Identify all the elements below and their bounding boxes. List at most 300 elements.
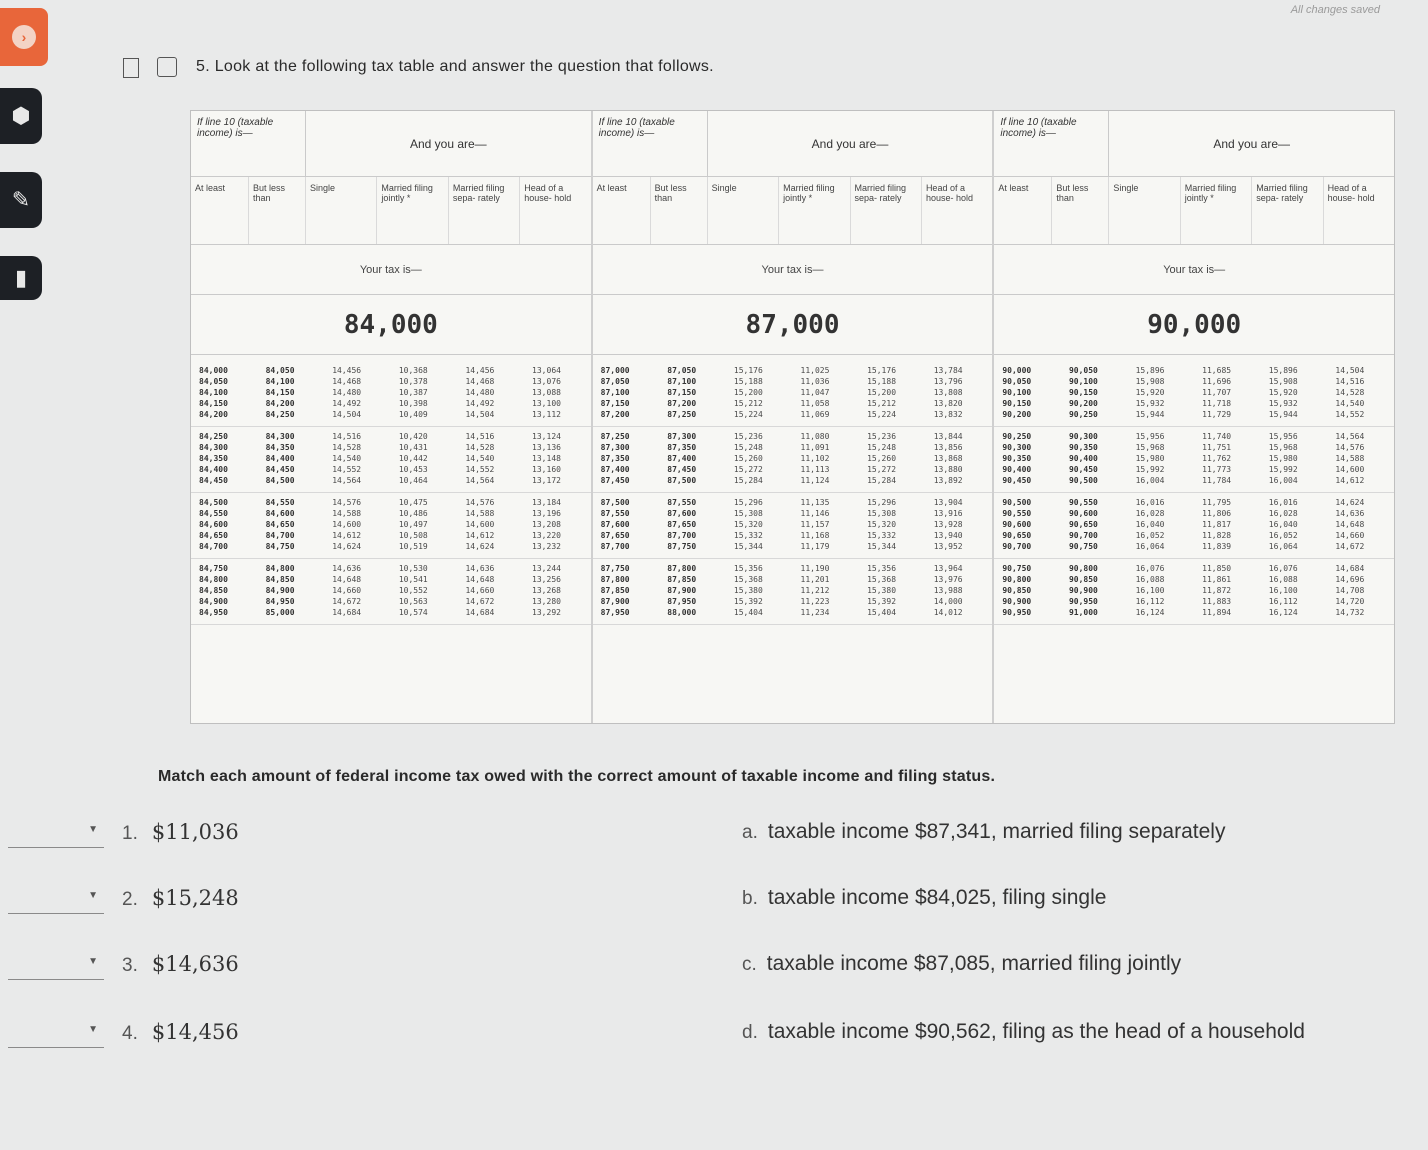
block-rows bbox=[191, 355, 591, 723]
table-cell: 87,850 bbox=[667, 575, 697, 584]
table-cell: 87,100 bbox=[600, 388, 630, 397]
table-row bbox=[994, 376, 1394, 387]
table-cell: 10,398 bbox=[398, 399, 428, 408]
row-group bbox=[191, 493, 591, 559]
table-cell: 11,157 bbox=[800, 520, 830, 529]
table-cell: 84,850 bbox=[199, 586, 228, 595]
table-cell: 13,148 bbox=[532, 454, 561, 463]
table-cell: 13,280 bbox=[532, 597, 561, 606]
table-cell: 11,883 bbox=[1202, 597, 1232, 606]
table-cell: 15,296 bbox=[867, 498, 897, 507]
table-cell: 87,700 bbox=[667, 531, 697, 540]
table-cell: 14,516 bbox=[332, 432, 362, 441]
table-row bbox=[593, 530, 993, 541]
table-cell: 14,612 bbox=[1335, 476, 1365, 485]
table-row bbox=[191, 530, 591, 541]
col-but-less: But less than bbox=[1052, 177, 1109, 244]
table-cell: 87,850 bbox=[600, 586, 630, 595]
table-cell: 14,648 bbox=[332, 575, 362, 584]
table-cell: 15,392 bbox=[733, 597, 763, 606]
table-cell: 11,025 bbox=[800, 366, 830, 375]
table-cell: 14,648 bbox=[465, 575, 495, 584]
table-cell: 11,817 bbox=[1202, 520, 1232, 529]
table-row bbox=[191, 453, 591, 464]
table-cell: 90,600 bbox=[1068, 509, 1098, 518]
table-cell: 87,350 bbox=[667, 443, 697, 452]
table-cell: 87,900 bbox=[600, 597, 630, 606]
table-cell: 13,208 bbox=[532, 520, 561, 529]
row-group bbox=[994, 361, 1394, 427]
table-cell: 15,404 bbox=[733, 608, 763, 617]
table-cell: 13,856 bbox=[933, 443, 963, 452]
instruction: Match each amount of federal income tax owed with the correct amount of taxable income and filing status. bbox=[158, 768, 996, 785]
cube-tool-button[interactable] bbox=[0, 88, 42, 144]
table-cell: 90,750 bbox=[1002, 564, 1032, 573]
table-cell: 14,504 bbox=[332, 410, 362, 419]
table-cell: 84,700 bbox=[199, 542, 228, 551]
table-cell: 14,576 bbox=[465, 498, 495, 507]
table-cell: 84,500 bbox=[199, 498, 228, 507]
table-cell: 10,387 bbox=[398, 388, 428, 397]
table-cell: 13,880 bbox=[933, 465, 963, 474]
col-hoh: Head of a house- hold bbox=[925, 183, 973, 203]
table-row bbox=[593, 453, 993, 464]
table-cell: 14,612 bbox=[332, 531, 362, 540]
table-cell: 90,050 bbox=[1002, 377, 1032, 386]
table-cell: 87,600 bbox=[667, 509, 697, 518]
table-cell: 87,800 bbox=[667, 564, 697, 573]
table-cell: 14,624 bbox=[1335, 498, 1365, 507]
col-single: Single bbox=[1109, 177, 1180, 244]
table-cell: 13,196 bbox=[532, 509, 561, 518]
table-cell: 13,292 bbox=[532, 608, 561, 617]
table-cell: 11,894 bbox=[1202, 608, 1232, 617]
table-cell: 84,250 bbox=[265, 410, 295, 419]
table-cell: 13,904 bbox=[933, 498, 963, 507]
table-row bbox=[994, 431, 1394, 442]
tax-table-block bbox=[994, 111, 1394, 723]
header-right: And you are— bbox=[1213, 136, 1291, 151]
answer-select-3[interactable] bbox=[8, 948, 104, 980]
col-hoh: Head of a house- hold bbox=[524, 183, 572, 203]
table-cell: 16,028 bbox=[1135, 509, 1165, 518]
table-cell: 87,500 bbox=[667, 476, 697, 485]
table-cell: 15,188 bbox=[867, 377, 897, 386]
table-cell: 14,552 bbox=[465, 465, 495, 474]
table-cell: 90,350 bbox=[1002, 454, 1032, 463]
table-cell: 10,574 bbox=[398, 608, 428, 617]
table-row bbox=[593, 574, 993, 585]
table-cell: 84,700 bbox=[265, 531, 295, 540]
table-cell: 90,300 bbox=[1068, 432, 1098, 441]
table-cell: 14,684 bbox=[332, 608, 362, 617]
table-cell: 13,892 bbox=[933, 476, 963, 485]
block-heading: 90,000 bbox=[994, 295, 1394, 355]
table-cell: 90,450 bbox=[1068, 465, 1098, 474]
table-cell: 90,800 bbox=[1068, 564, 1098, 573]
table-cell: 14,588 bbox=[465, 509, 495, 518]
table-cell: 14,468 bbox=[465, 377, 495, 386]
table-cell: 87,500 bbox=[600, 498, 630, 507]
col-mfj: Married filing jointly * bbox=[377, 177, 448, 244]
table-cell: 11,069 bbox=[800, 410, 830, 419]
table-cell: 84,150 bbox=[265, 388, 295, 397]
table-cell: 90,750 bbox=[1068, 542, 1098, 551]
chevron-down-icon: ▼ bbox=[88, 1024, 98, 1035]
table-cell: 90,850 bbox=[1002, 586, 1032, 595]
table-cell: 15,956 bbox=[1135, 432, 1165, 441]
pencil-tool-button[interactable] bbox=[0, 172, 42, 228]
table-cell: 10,519 bbox=[398, 542, 428, 551]
table-cell: 14,660 bbox=[465, 586, 495, 595]
question-title: 5. Look at the following tax table and answer the question that follows. bbox=[196, 58, 714, 75]
definition-d: d. taxable income $90,562, filing as the head of a household bbox=[742, 1020, 1305, 1043]
table-row bbox=[593, 497, 993, 508]
table-cell: 90,100 bbox=[1068, 377, 1098, 386]
table-row bbox=[994, 398, 1394, 409]
table-cell: 10,508 bbox=[398, 531, 428, 540]
table-cell: 87,350 bbox=[600, 454, 630, 463]
table-cell: 11,718 bbox=[1202, 399, 1232, 408]
table-cell: 16,040 bbox=[1135, 520, 1165, 529]
table-cell: 14,672 bbox=[1335, 542, 1365, 551]
row-group bbox=[593, 361, 993, 427]
table-cell: 14,672 bbox=[465, 597, 495, 606]
table-cell: 90,500 bbox=[1002, 498, 1032, 507]
col-at-least: At least bbox=[191, 177, 249, 244]
table-row bbox=[593, 376, 993, 387]
table-cell: 84,350 bbox=[199, 454, 228, 463]
table-cell: 13,076 bbox=[532, 377, 561, 386]
table-cell: 87,250 bbox=[600, 432, 630, 441]
table-cell: 14,516 bbox=[1335, 377, 1365, 386]
table-cell: 11,696 bbox=[1202, 377, 1232, 386]
definition-c: c. taxable income $87,085, married filing jointly bbox=[742, 952, 1182, 975]
table-row bbox=[593, 398, 993, 409]
table-cell: 11,113 bbox=[800, 465, 830, 474]
table-cell: 15,200 bbox=[733, 388, 763, 397]
table-cell: 87,100 bbox=[667, 377, 697, 386]
table-cell: 87,950 bbox=[600, 608, 630, 617]
chevron-down-icon: ▼ bbox=[88, 890, 98, 901]
table-cell: 13,868 bbox=[933, 454, 963, 463]
table-cell: 10,464 bbox=[398, 476, 428, 485]
table-cell: 14,492 bbox=[465, 399, 495, 408]
table-cell: 14,684 bbox=[465, 608, 495, 617]
table-cell: 10,378 bbox=[398, 377, 428, 386]
table-cell: 10,497 bbox=[398, 520, 428, 529]
table-cell: 10,530 bbox=[398, 564, 428, 573]
table-cell: 90,900 bbox=[1002, 597, 1032, 606]
table-cell: 90,150 bbox=[1068, 388, 1098, 397]
table-cell: 87,300 bbox=[667, 432, 697, 441]
table-cell: 11,762 bbox=[1202, 454, 1232, 463]
table-cell: 84,450 bbox=[265, 465, 295, 474]
table-cell: 14,540 bbox=[1335, 399, 1365, 408]
table-cell: 84,850 bbox=[265, 575, 295, 584]
table-row bbox=[191, 409, 591, 420]
table-cell: 14,540 bbox=[465, 454, 495, 463]
table-cell: 14,528 bbox=[332, 443, 362, 452]
table-cell: 11,146 bbox=[800, 509, 830, 518]
table-row bbox=[191, 563, 591, 574]
table-cell: 14,504 bbox=[465, 410, 495, 419]
table-cell: 11,795 bbox=[1202, 498, 1232, 507]
table-cell: 84,800 bbox=[199, 575, 228, 584]
table-cell: 90,650 bbox=[1002, 531, 1032, 540]
table-cell: 87,700 bbox=[600, 542, 630, 551]
answer-select-1[interactable] bbox=[8, 816, 104, 848]
table-cell: 15,356 bbox=[733, 564, 763, 573]
table-cell: 87,550 bbox=[600, 509, 630, 518]
table-cell: 13,112 bbox=[532, 410, 561, 419]
table-row bbox=[994, 409, 1394, 420]
table-cell: 11,234 bbox=[800, 608, 830, 617]
table-cell: 90,500 bbox=[1068, 476, 1098, 485]
table-cell: 84,600 bbox=[265, 509, 295, 518]
block-rows bbox=[593, 355, 993, 723]
table-row bbox=[191, 508, 591, 519]
table-cell: 16,100 bbox=[1135, 586, 1165, 595]
table-cell: 90,800 bbox=[1002, 575, 1032, 584]
table-cell: 14,540 bbox=[332, 454, 362, 463]
table-cell: 14,732 bbox=[1335, 608, 1365, 617]
table-cell: 14,720 bbox=[1335, 597, 1365, 606]
table-row bbox=[994, 387, 1394, 398]
table-cell: 15,932 bbox=[1268, 399, 1298, 408]
flag-icon[interactable] bbox=[157, 57, 177, 77]
table-cell: 14,648 bbox=[1335, 520, 1365, 529]
header-left: If line 10 (taxable income) is— bbox=[593, 111, 708, 176]
table-cell: 15,212 bbox=[733, 399, 763, 408]
table-cell: 87,650 bbox=[600, 531, 630, 540]
table-row bbox=[994, 365, 1394, 376]
table-cell: 84,050 bbox=[199, 377, 228, 386]
bookmark-icon[interactable] bbox=[123, 58, 139, 78]
table-cell: 10,431 bbox=[398, 443, 428, 452]
table-cell: 16,064 bbox=[1268, 542, 1298, 551]
table-cell: 13,220 bbox=[532, 531, 561, 540]
table-cell: 14,504 bbox=[1335, 366, 1365, 375]
table-cell: 11,850 bbox=[1202, 564, 1232, 573]
table-cell: 87,200 bbox=[600, 410, 630, 419]
table-cell: 87,150 bbox=[667, 388, 697, 397]
term-1: 1. $11,036 bbox=[122, 820, 239, 844]
table-row bbox=[593, 585, 993, 596]
table-row bbox=[994, 475, 1394, 486]
table-cell: 84,000 bbox=[199, 366, 228, 375]
table-cell: 15,248 bbox=[867, 443, 897, 452]
table-row bbox=[994, 596, 1394, 607]
table-cell: 11,190 bbox=[800, 564, 830, 573]
table-cell: 15,920 bbox=[1135, 388, 1165, 397]
table-row bbox=[593, 409, 993, 420]
table-cell: 84,750 bbox=[265, 542, 295, 551]
table-cell: 90,300 bbox=[1002, 443, 1032, 452]
table-cell: 15,332 bbox=[733, 531, 763, 540]
table-cell: 10,563 bbox=[398, 597, 428, 606]
answer-select-4[interactable] bbox=[8, 1016, 104, 1048]
table-cell: 84,450 bbox=[199, 476, 228, 485]
your-tax-label: Your tax is— bbox=[191, 245, 591, 295]
table-cell: 13,256 bbox=[532, 575, 561, 584]
table-cell: 14,552 bbox=[1335, 410, 1365, 419]
term-4: 4. $14,456 bbox=[122, 1020, 239, 1044]
term-3: 3. $14,636 bbox=[122, 952, 239, 976]
table-cell: 15,284 bbox=[867, 476, 897, 485]
table-cell: 15,176 bbox=[733, 366, 763, 375]
table-cell: 11,058 bbox=[800, 399, 830, 408]
pencil-icon: ✎ bbox=[11, 187, 31, 212]
chevron-right-icon: › bbox=[12, 25, 36, 49]
table-row bbox=[191, 607, 591, 618]
save-status: All changes saved bbox=[1290, 4, 1380, 16]
table-cell: 11,751 bbox=[1202, 443, 1232, 452]
table-cell: 14,636 bbox=[465, 564, 495, 573]
table-cell: 90,700 bbox=[1068, 531, 1098, 540]
table-cell: 14,600 bbox=[1335, 465, 1365, 474]
table-row bbox=[191, 442, 591, 453]
table-cell: 16,088 bbox=[1135, 575, 1165, 584]
table-cell: 84,100 bbox=[265, 377, 295, 386]
table-cell: 90,200 bbox=[1002, 410, 1032, 419]
table-cell: 15,296 bbox=[733, 498, 763, 507]
cube-icon: ⬢ bbox=[11, 103, 31, 128]
table-cell: 11,707 bbox=[1202, 388, 1232, 397]
table-row bbox=[191, 475, 591, 486]
table-cell: 13,124 bbox=[532, 432, 561, 441]
table-cell: 87,750 bbox=[667, 542, 697, 551]
table-cell: 13,796 bbox=[933, 377, 963, 386]
table-cell: 87,250 bbox=[667, 410, 697, 419]
table-cell: 16,016 bbox=[1268, 498, 1298, 507]
table-cell: 87,600 bbox=[600, 520, 630, 529]
row-group bbox=[191, 559, 591, 625]
table-cell: 15,308 bbox=[733, 509, 763, 518]
rail-tab[interactable] bbox=[0, 256, 42, 300]
table-cell: 11,047 bbox=[800, 388, 830, 397]
table-row bbox=[191, 376, 591, 387]
table-cell: 90,450 bbox=[1002, 476, 1032, 485]
table-cell: 13,268 bbox=[532, 586, 561, 595]
table-cell: 15,260 bbox=[867, 454, 897, 463]
table-cell: 15,392 bbox=[867, 597, 897, 606]
table-cell: 90,700 bbox=[1002, 542, 1032, 551]
table-cell: 15,224 bbox=[733, 410, 763, 419]
table-cell: 84,050 bbox=[265, 366, 295, 375]
table-row bbox=[191, 387, 591, 398]
table-cell: 15,308 bbox=[867, 509, 897, 518]
col-at-least: At least bbox=[593, 177, 651, 244]
table-cell: 84,950 bbox=[265, 597, 295, 606]
col-single: Single bbox=[306, 177, 377, 244]
table-cell: 15,344 bbox=[733, 542, 763, 551]
table-cell: 90,400 bbox=[1002, 465, 1032, 474]
table-cell: 13,136 bbox=[532, 443, 561, 452]
table-cell: 14,480 bbox=[465, 388, 495, 397]
col-hoh: Head of a house- hold bbox=[1327, 183, 1375, 203]
table-row bbox=[191, 365, 591, 376]
match-row bbox=[0, 1012, 1428, 1052]
table-cell: 84,550 bbox=[199, 509, 228, 518]
row-group bbox=[994, 559, 1394, 625]
table-cell: 84,400 bbox=[199, 465, 228, 474]
table-cell: 90,950 bbox=[1002, 608, 1032, 617]
table-cell: 10,409 bbox=[398, 410, 428, 419]
table-cell: 15,224 bbox=[867, 410, 897, 419]
table-cell: 11,135 bbox=[800, 498, 830, 507]
table-cell: 90,250 bbox=[1068, 410, 1098, 419]
table-cell: 15,992 bbox=[1268, 465, 1298, 474]
table-cell: 13,184 bbox=[532, 498, 561, 507]
table-cell: 13,064 bbox=[532, 366, 561, 375]
row-group bbox=[191, 361, 591, 427]
table-cell: 10,368 bbox=[398, 366, 428, 375]
table-cell: 14,528 bbox=[465, 443, 495, 452]
table-row bbox=[994, 519, 1394, 530]
table-cell: 16,088 bbox=[1268, 575, 1298, 584]
header-right: And you are— bbox=[409, 136, 487, 151]
table-cell: 11,036 bbox=[800, 377, 830, 386]
table-cell: 14,672 bbox=[332, 597, 362, 606]
table-cell: 14,528 bbox=[1335, 388, 1365, 397]
table-cell: 16,112 bbox=[1268, 597, 1298, 606]
table-row bbox=[191, 431, 591, 442]
table-row bbox=[994, 464, 1394, 475]
chevron-down-icon: ▼ bbox=[88, 956, 98, 967]
nav-button[interactable] bbox=[0, 8, 48, 66]
table-cell: 84,900 bbox=[265, 586, 295, 595]
table-cell: 87,400 bbox=[667, 454, 697, 463]
table-cell: 13,952 bbox=[933, 542, 963, 551]
table-cell: 14,516 bbox=[465, 432, 495, 441]
table-cell: 16,100 bbox=[1268, 586, 1298, 595]
block-heading: 84,000 bbox=[191, 295, 591, 355]
table-cell: 14,600 bbox=[332, 520, 362, 529]
table-cell: 15,284 bbox=[733, 476, 763, 485]
table-cell: 84,300 bbox=[199, 443, 228, 452]
answer-select-2[interactable] bbox=[8, 882, 104, 914]
table-cell: 87,300 bbox=[600, 443, 630, 452]
table-cell: 15,200 bbox=[867, 388, 897, 397]
table-cell: 10,442 bbox=[398, 454, 428, 463]
table-cell: 15,896 bbox=[1135, 366, 1165, 375]
table-cell: 13,916 bbox=[933, 509, 963, 518]
table-cell: 11,784 bbox=[1202, 476, 1232, 485]
col-mfj: Married filing jointly * bbox=[1181, 177, 1252, 244]
table-cell: 13,820 bbox=[933, 399, 963, 408]
table-cell: 15,380 bbox=[867, 586, 897, 595]
table-cell: 90,200 bbox=[1068, 399, 1098, 408]
table-row bbox=[994, 574, 1394, 585]
table-cell: 87,800 bbox=[600, 575, 630, 584]
table-cell: 90,900 bbox=[1068, 586, 1098, 595]
table-cell: 11,729 bbox=[1202, 410, 1232, 419]
table-row bbox=[593, 563, 993, 574]
table-cell: 90,350 bbox=[1068, 443, 1098, 452]
table-cell: 16,028 bbox=[1268, 509, 1298, 518]
table-row bbox=[994, 563, 1394, 574]
table-cell: 84,650 bbox=[265, 520, 295, 529]
table-cell: 11,124 bbox=[800, 476, 830, 485]
table-cell: 15,968 bbox=[1268, 443, 1298, 452]
table-cell: 88,000 bbox=[667, 608, 697, 617]
table-cell: 16,016 bbox=[1135, 498, 1165, 507]
table-cell: 84,350 bbox=[265, 443, 295, 452]
table-row bbox=[191, 519, 591, 530]
table-row bbox=[593, 442, 993, 453]
table-cell: 15,980 bbox=[1268, 454, 1298, 463]
